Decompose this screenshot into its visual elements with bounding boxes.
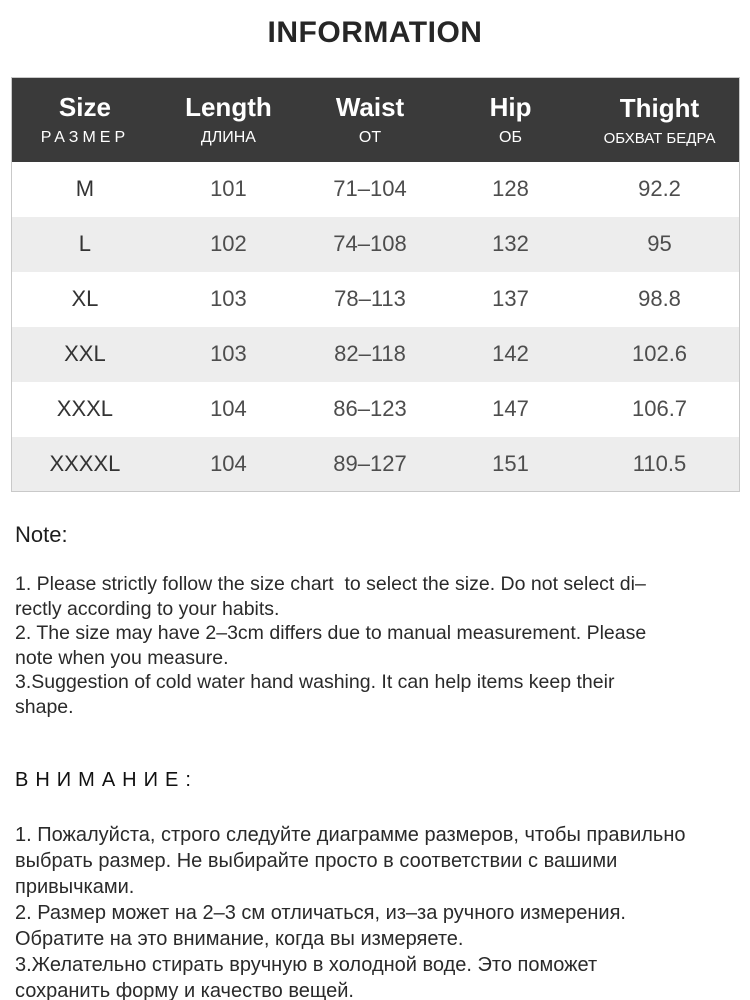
cell-thigh: 95 xyxy=(647,231,672,256)
table-row xyxy=(12,327,740,382)
cell-length: 104 xyxy=(210,450,247,476)
cell-thigh: 102.6 xyxy=(631,341,688,366)
attention-line: привычками. xyxy=(15,876,135,898)
attention-line: выбрать размер. Не выбирайте просто в соответствии с вашими xyxy=(15,850,618,872)
cell-length: 103 xyxy=(210,286,247,311)
attention-line: 2. Размер может на 2–3 см отличаться, из–за ручного измерения. xyxy=(15,902,626,924)
attention-line: 1. Пожалуйста, строго следуйте диаграмме размеров, чтобы правильно xyxy=(15,824,686,846)
cell-waist: 71–104 xyxy=(333,176,407,201)
note-line: note when you measure. xyxy=(15,646,229,669)
page-title: INFORMATION xyxy=(267,16,483,49)
table-row xyxy=(12,437,740,492)
cell-waist: 74–108 xyxy=(333,231,407,256)
cell-thigh: 98.8 xyxy=(638,286,681,311)
cell-size: M xyxy=(75,176,95,201)
size-table-header xyxy=(12,78,740,162)
header-waist-en: Waist xyxy=(335,92,405,123)
attention-heading: ВНИМАНИЕ: xyxy=(15,769,198,791)
cell-hip: 147 xyxy=(492,396,529,421)
header-row xyxy=(12,78,740,162)
cell-length: 104 xyxy=(210,396,247,421)
header-cell-size xyxy=(12,78,158,162)
header-size-en: Size xyxy=(58,92,111,123)
header-size-ru: РАЗМЕР xyxy=(40,129,130,147)
table-row xyxy=(12,162,740,217)
note-heading: Note: xyxy=(15,522,68,547)
cell-size: XL xyxy=(71,286,99,311)
attention-line: 3.Желательно стирать вручную в холодной воде. Это поможет xyxy=(15,954,598,976)
header-length-en: Length xyxy=(185,92,272,123)
note-line: 1. Please strictly follow the size chart to select the size. Do not select di– xyxy=(15,573,646,595)
header-cell-thigh xyxy=(580,78,739,162)
cell-waist: 89–127 xyxy=(333,450,407,476)
header-thigh-ru: ОБХВАТ БЕДРА xyxy=(603,129,716,147)
size-table xyxy=(11,77,740,492)
attention-line: сохранить форму и качество вещей. xyxy=(15,980,354,1000)
attention-body xyxy=(15,822,735,1000)
cell-waist: 78–113 xyxy=(334,286,406,311)
cell-hip: 142 xyxy=(492,341,529,366)
header-thigh-en: Thight xyxy=(619,92,700,123)
cell-size: XXXXL xyxy=(49,450,121,476)
cell-thigh: 110.5 xyxy=(632,450,687,476)
header-length-ru: ДЛИНА xyxy=(200,129,256,147)
size-table-body xyxy=(12,162,740,492)
note-line: shape. xyxy=(15,695,74,718)
header-cell-hip xyxy=(441,78,580,162)
table-row xyxy=(12,382,740,437)
cell-length: 102 xyxy=(210,231,247,256)
cell-hip: 151 xyxy=(492,450,529,476)
cell-size: L xyxy=(78,231,92,256)
header-cell-length xyxy=(158,78,299,162)
table-row xyxy=(12,217,740,272)
cell-waist: 82–118 xyxy=(334,341,406,366)
cell-thigh: 106.7 xyxy=(631,396,688,421)
header-waist-ru: ОТ xyxy=(358,129,382,147)
note-line: 2. The size may have 2–3cm differs due to manual measurement. Please xyxy=(15,622,647,644)
cell-waist: 86–123 xyxy=(333,396,407,421)
header-cell-waist xyxy=(299,78,441,162)
cell-size: XXXL xyxy=(56,396,114,421)
attention-line: Обратите на это внимание, когда вы измеряете. xyxy=(15,928,464,950)
note-section xyxy=(15,522,735,719)
cell-thigh: 92.2 xyxy=(638,176,681,201)
note-line: rectly according to your habits. xyxy=(15,597,280,620)
cell-hip: 137 xyxy=(492,286,529,311)
header-hip-ru: ОБ xyxy=(499,129,522,147)
cell-hip: 132 xyxy=(492,231,529,256)
note-line: 3.Suggestion of cold water hand washing. It can help items keep their xyxy=(15,671,615,693)
cell-hip: 128 xyxy=(492,176,529,201)
cell-length: 101 xyxy=(210,176,247,201)
cell-length: 103 xyxy=(210,341,247,366)
cell-size: XXL xyxy=(64,341,106,366)
note-body xyxy=(15,572,735,719)
header-hip-en: Hip xyxy=(489,92,532,123)
table-row xyxy=(12,272,740,327)
